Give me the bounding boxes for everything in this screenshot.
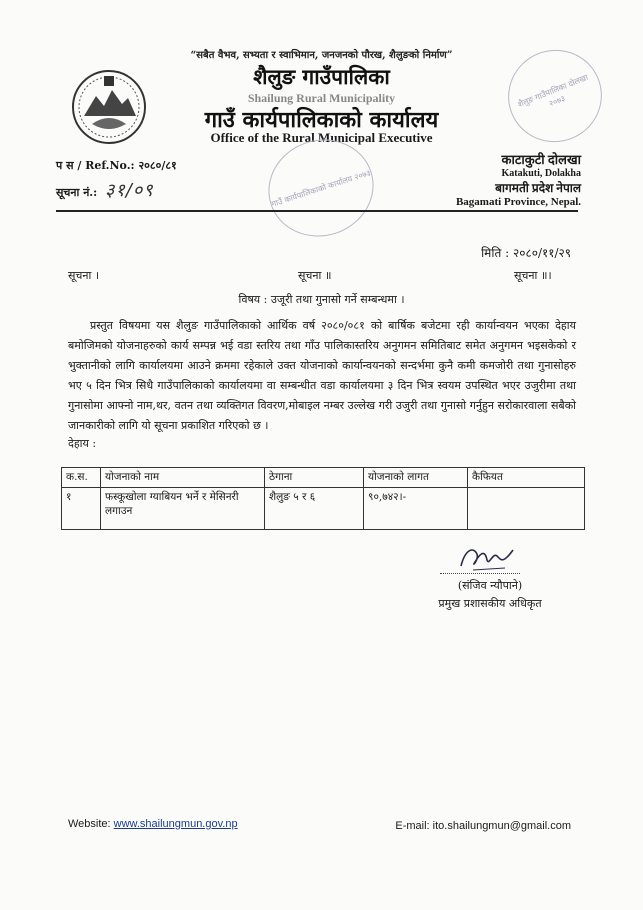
email-value[interactable]: ito.shailungmun@gmail.com xyxy=(432,820,571,832)
notice-no-value: ३१/०९ xyxy=(105,180,154,201)
col-address: ठेगाना xyxy=(265,468,364,488)
signer-title: प्रमुख प्रशासकीय अधिकृत xyxy=(438,597,542,610)
motto: “सबैत वैभव, सभ्यता र स्वाभिमान, जनजनको पौरख, शैलुङको निर्माण” xyxy=(190,50,453,61)
office-address xyxy=(456,150,581,208)
notice-label-3: सूचना ॥। xyxy=(514,269,552,282)
cell-serial: १ xyxy=(62,488,101,530)
cell-address: शैलुङ ५ र ६ xyxy=(265,488,364,530)
signature-icon xyxy=(455,540,519,574)
notice-subject: विषय : उजूरी तथा गुनासो गर्ने सम्बन्धमा । xyxy=(238,293,405,306)
header-divider xyxy=(56,210,578,212)
col-serial: क.स. xyxy=(62,468,101,488)
address-province-nepali: बागमती प्रदेश नेपाल xyxy=(495,181,581,195)
cell-remarks xyxy=(468,488,585,530)
cell-project-name: फस्कूखोला ग्याबियन भर्ने र मेसिनरी लगाउन xyxy=(101,488,265,530)
notice-body: प्रस्तुत विषयमा यस शैलुङ गाउँपालिकाको आर्थिक वर्ष २०८०/०८१ को बार्षिक बजेटमा रही कार्यान्वयन भएका देहाय बमोजिमको योजनाहरुको कार्य सम्पन्न भई वडा स्तरिय तथा गाँउ पालिकास्तरिय अनुगमन समितिबाट समेत अनुगमन भइसकेको र भुक्तानीको लागि कार्यालयमा आउने क्रममा रहेकाले उक्त योजनाको कार्यान्वयनको सन्दर्भमा कुनै कमी कमजोरी तथा गुनासोहरु भए ५ दिन भित्र सिधै गाउँपालिकाको कार्यालयमा वा सम्बन्धीत वडा कार्यालयमा ३ दिन भित्र स्वयम उपस्थित भएर उजुरीमा तथा गुनासोमा आफ्नो नाम,थर, वतन तथा व्यक्तिगत विवरण,मोबाइल नम्बर उल्लेख गरी उजुरी तथा गुनासो गर्नुहुन सरोकारवाला सबैको जानकारीको लागि यो सूचना प्रकाशित गरिएको छ । xyxy=(68,319,576,432)
stamp-text: शैलुङ गाउँपालिका दोलखा २०७३ xyxy=(516,72,590,110)
signer-block xyxy=(420,577,560,613)
notice-label-1: सूचना । xyxy=(68,269,100,282)
notice-date: मिति : २०८०/११/२९ xyxy=(481,246,571,260)
office-name-english: Office of the Rural Municipal Executive xyxy=(210,130,433,145)
project-table xyxy=(61,467,585,530)
notice-no-label: सूचना नं.: xyxy=(56,186,98,199)
col-cost: योजनाको लागत xyxy=(364,468,468,488)
table-row xyxy=(62,488,585,530)
municipality-name-nepali: शैलुङ गाउँपालिका xyxy=(253,64,390,89)
signer-name: (संजिव न्यौपाने) xyxy=(457,579,523,592)
signature-line xyxy=(440,573,520,574)
ref-label: प स / Ref.No.: xyxy=(56,159,135,172)
details-label: देहाय : xyxy=(68,437,97,450)
notice-label-2: सूचना ॥ xyxy=(298,269,332,282)
ref-value: २०८०/८१ xyxy=(138,159,177,172)
table-header-row xyxy=(62,468,585,488)
address-place-nepali: काटाकुटी दोलखा xyxy=(501,152,581,167)
stamp-text: गाउँ कार्यपालिकाको कार्यालय २०७३ xyxy=(270,167,372,209)
notice-number xyxy=(56,178,154,202)
website-label: Website: xyxy=(68,818,111,830)
municipality-name-english: Shailung Rural Municipality xyxy=(247,91,396,105)
col-remarks: कैफियत xyxy=(468,468,585,488)
address-province-english: Bagamati Province, Nepal. xyxy=(455,196,581,208)
footer-email xyxy=(395,820,571,832)
website-link[interactable]: www.shailungmun.gov.np xyxy=(113,818,238,830)
address-place-english: Katakuti, Dolakha xyxy=(501,168,581,179)
col-project-name: योजनाको नाम xyxy=(101,468,265,488)
office-name-nepali: गाउँ कार्यपालिकाको कार्यालय xyxy=(204,107,439,133)
reference-number xyxy=(56,158,177,173)
email-label: E-mail: xyxy=(395,820,430,832)
footer-website xyxy=(68,818,238,830)
cell-cost: ९०,७४२।- xyxy=(364,488,468,530)
